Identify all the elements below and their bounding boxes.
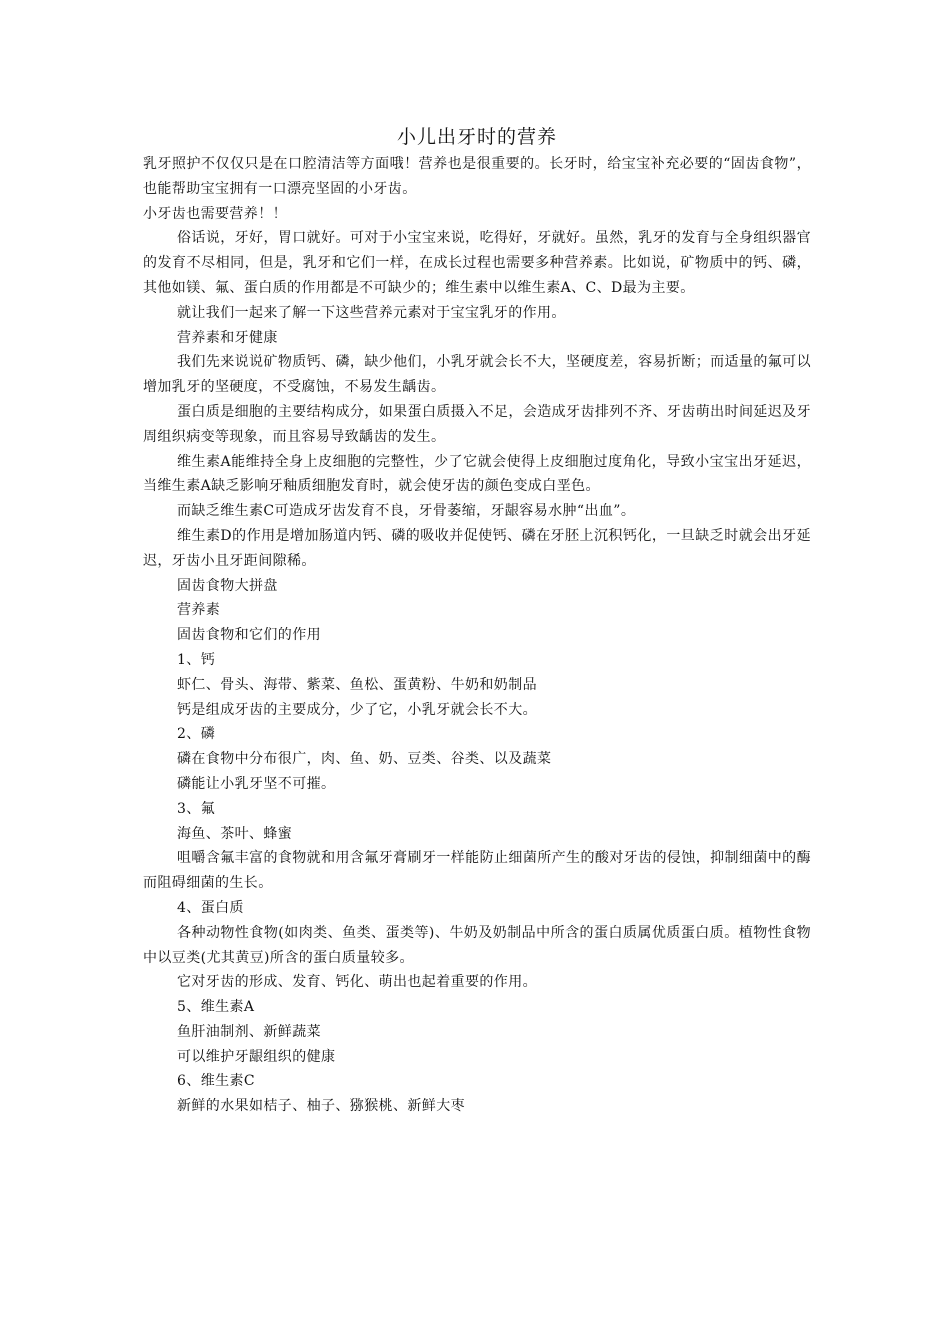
paragraph: 咀嚼含氟丰富的食物就和用含氟牙膏刷牙一样能防止细菌所产生的酸对牙齿的侵蚀，抑制细菌中的酶而阻碍细菌的生长。 — [143, 850, 811, 892]
paragraph: 俗话说，牙好，胃口就好。可对于小宝宝来说，吃得好，牙就好。虽然，乳牙的发育与全身组织器官的发育不尽相同，但是，乳牙和它们一样，在成长过程也需要多种营养素。比如说，矿物质中的钙、磷，其他如镁、氟、蛋白质的作用都是不可缺少的；维生素中以维生素A、C、D最为主要。 — [143, 230, 811, 296]
document-body — [143, 152, 811, 1119]
paragraph: 虾仁、骨头、海带、紫菜、鱼松、蛋黄粉、牛奶和奶制品 — [177, 676, 537, 693]
paragraph: 1、钙 — [177, 651, 216, 668]
paragraph: 维生素A能维持全身上皮细胞的完整性，少了它就会使得上皮细胞过度角化，导致小宝宝出牙延迟，当维生素A缺乏影响牙釉质细胞发育时，就会使牙齿的颜色变成白垩色。 — [143, 453, 811, 495]
paragraph: 就让我们一起来了解一下这些营养元素对于宝宝乳牙的作用。 — [177, 304, 566, 321]
paragraph: 可以维护牙龈组织的健康 — [177, 1048, 336, 1065]
paragraph: 固齿食物和它们的作用 — [177, 627, 321, 644]
paragraph: 我们先来说说矿物质钙、磷，缺少他们，小乳牙就会长不大，坚硬度差，容易折断；而适量的氟可以增加乳牙的坚硬度，不受腐蚀，不易发生龋齿。 — [143, 354, 811, 396]
paragraph: 海鱼、茶叶、蜂蜜 — [177, 825, 293, 842]
paragraph: 营养素 — [177, 602, 221, 619]
paragraph: 而缺乏维生素C可造成牙齿发育不良，牙骨萎缩，牙龈容易水肿“出血”。 — [177, 503, 636, 520]
paragraph: 磷在食物中分布很广，肉、鱼、奶、豆类、谷类、以及蔬菜 — [177, 751, 552, 768]
paragraph: 钙是组成牙齿的主要成分，少了它，小乳牙就会长不大。 — [177, 701, 537, 718]
paragraph: 营养素和牙健康 — [177, 329, 278, 346]
paragraph: 它对牙齿的形成、发育、钙化、萌出也起着重要的作用。 — [177, 974, 537, 991]
paragraph: 3、氟 — [177, 800, 216, 817]
paragraph: 维生素D的作用是增加肠道内钙、磷的吸收并促使钙、磷在牙胚上沉积钙化，一旦缺乏时就会出牙延迟，牙齿小且牙距间隙稀。 — [143, 527, 811, 569]
paragraph: 6、维生素C — [177, 1073, 256, 1090]
paragraph: 蛋白质是细胞的主要结构成分，如果蛋白质摄入不足，会造成牙齿排列不齐、牙齿萌出时间延迟及牙周组织病变等现象，而且容易导致龋齿的发生。 — [143, 403, 811, 445]
document-page — [143, 124, 811, 1119]
paragraph: 各种动物性食物(如肉类、鱼类、蛋类等)、牛奶及奶制品中所含的蛋白质属优质蛋白质。植物性食物中以豆类(尤其黄豆)所含的蛋白质量较多。 — [143, 924, 811, 966]
paragraph: 固齿食物大拼盘 — [177, 577, 278, 594]
paragraph: 磷能让小乳牙坚不可摧。 — [177, 775, 336, 792]
paragraph: 5、维生素A — [177, 999, 255, 1016]
document-title: 小儿出牙时的营养 — [396, 126, 557, 148]
paragraph: 小牙齿也需要营养！！ — [143, 205, 287, 222]
paragraph: 4、蛋白质 — [177, 899, 244, 916]
paragraph: 鱼肝油制剂、新鲜蔬菜 — [177, 1023, 321, 1040]
paragraph: 新鲜的水果如桔子、柚子、猕猴桃、新鲜大枣 — [177, 1098, 465, 1115]
paragraph: 乳牙照护不仅仅只是在口腔清洁等方面哦！营养也是很重要的。长牙时，给宝宝补充必要的“固齿食物”，也能帮助宝宝拥有一口漂亮坚固的小牙齿。 — [143, 156, 811, 197]
paragraph: 2、磷 — [177, 726, 216, 743]
